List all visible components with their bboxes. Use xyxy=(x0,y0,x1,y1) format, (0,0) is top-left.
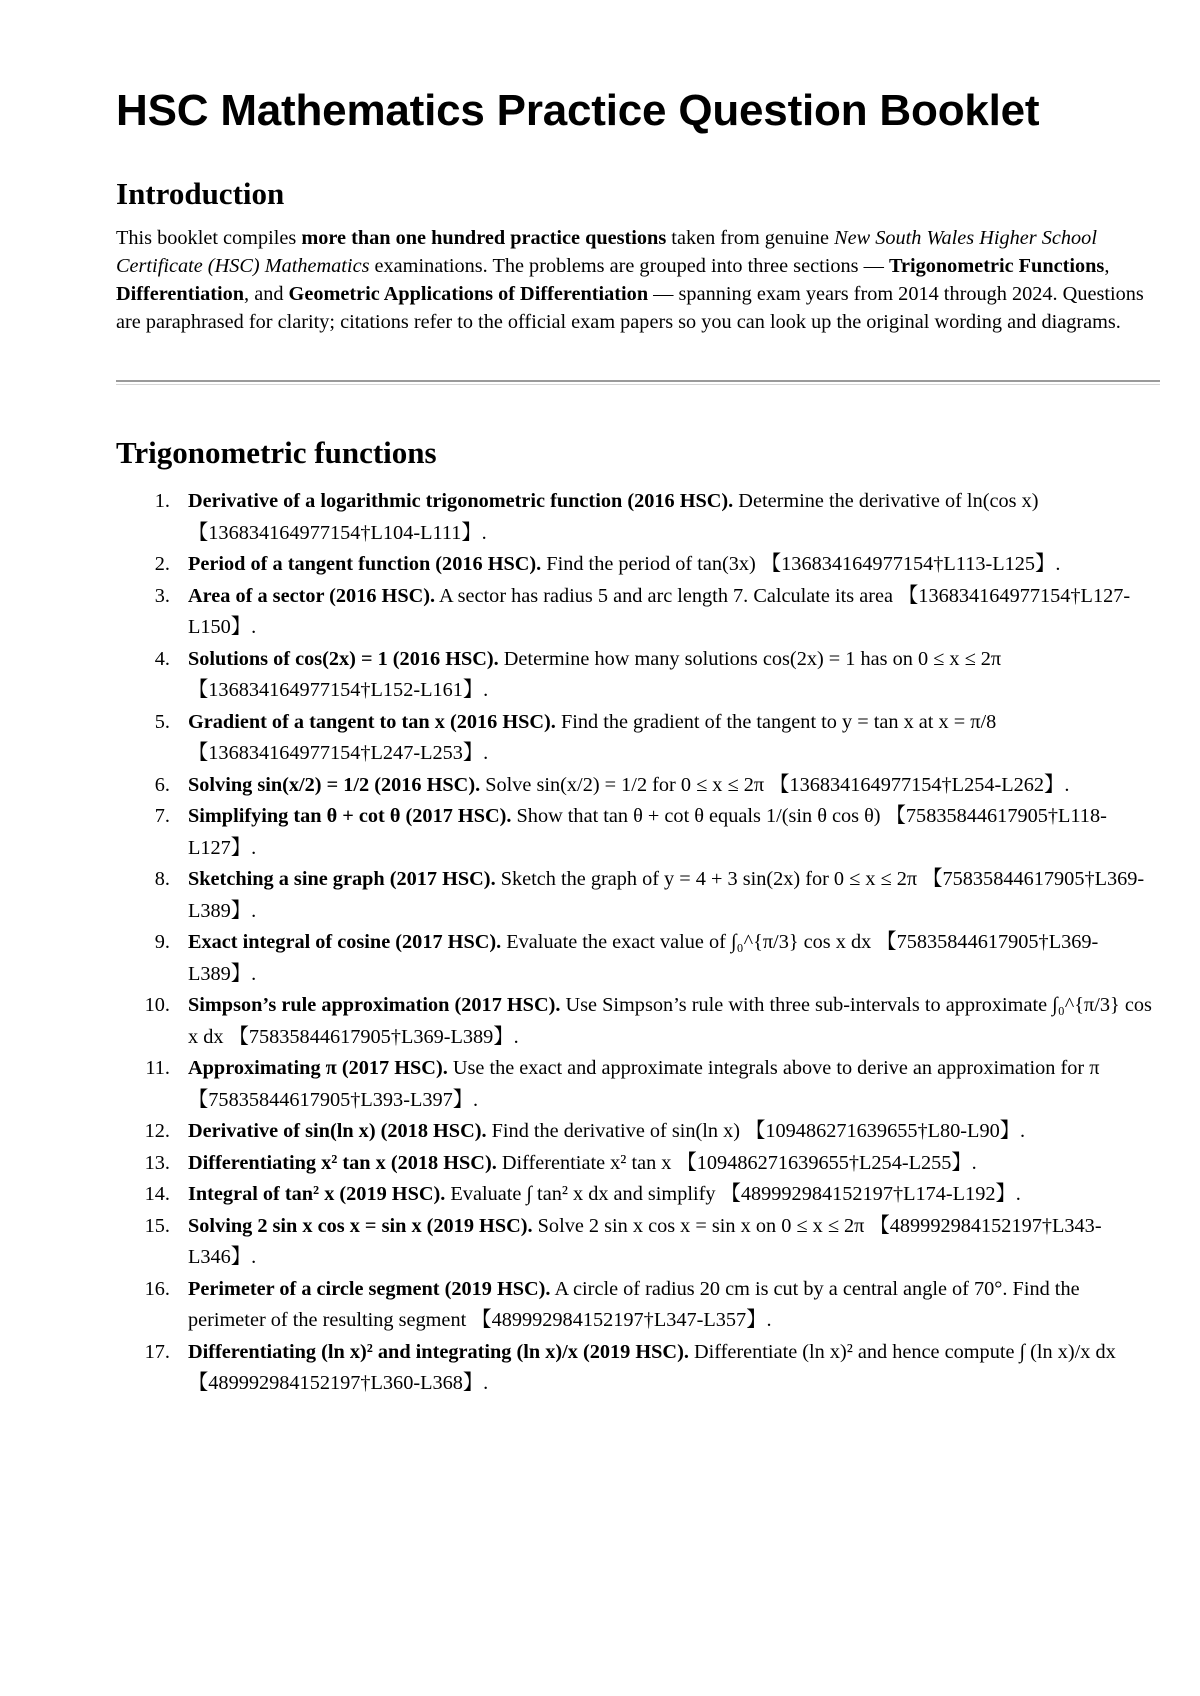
question-number: 11. xyxy=(145,1057,170,1079)
question-item xyxy=(116,1148,1160,1180)
question-number: 16. xyxy=(144,1277,170,1300)
question-item xyxy=(116,1053,1160,1116)
question-item xyxy=(116,644,1160,707)
document-title: HSC Mathematics Practice Question Booklet xyxy=(116,86,1040,135)
question-item xyxy=(116,1116,1160,1148)
question-item xyxy=(116,1337,1160,1400)
question-number: 15. xyxy=(144,1214,170,1237)
question-title: Period of a tangent function (2016 HSC). xyxy=(188,553,542,575)
introduction-text-run: taken from genuine xyxy=(666,227,835,249)
question-body: Determine the derivative of ln(cos x) 【136834164977154†L104-L111】. xyxy=(188,490,1039,544)
question-body: Find the gradient of the tangent to y = tan x at x = π/8 【136834164977154†L247-L253】. xyxy=(188,710,997,764)
question-item xyxy=(116,1274,1160,1337)
question-item xyxy=(116,549,1160,581)
question-number: 17. xyxy=(144,1340,170,1363)
introduction-text-run: Differentiation xyxy=(116,283,245,305)
question-title: Exact integral of cosine (2017 HSC). xyxy=(188,931,502,953)
question-number: 13. xyxy=(144,1151,170,1174)
question-number: 4. xyxy=(154,647,170,670)
question-body: Evaluate the exact value of ∫₀^{π/3} cos x dx 【75835844617905†L369-L389】. xyxy=(188,931,1099,985)
question-number: 9. xyxy=(154,931,170,953)
question-title: Differentiating (ln x)² and integrating (ln x)/x (2019 HSC). xyxy=(188,1340,689,1363)
introduction-text-run: , and xyxy=(244,283,289,305)
trigonometric-functions-heading: Trigonometric functions xyxy=(116,435,437,470)
introduction-paragraph xyxy=(116,224,1160,336)
question-body: Use Simpson’s rule with three sub-intervals to approximate ∫₀^{π/3} cos x dx 【75835844617905†L369-L389】. xyxy=(188,994,1152,1048)
question-number: 6. xyxy=(154,773,170,796)
question-number: 12. xyxy=(144,1120,170,1142)
question-body: Find the derivative of sin(ln x) 【109486271639655†L80-L90】. xyxy=(486,1120,1026,1142)
question-number: 10. xyxy=(144,994,170,1016)
question-number: 5. xyxy=(154,710,170,733)
question-title: Derivative of sin(ln x) (2018 HSC). xyxy=(188,1120,487,1142)
question-title: Differentiating x² tan x (2018 HSC). xyxy=(188,1151,497,1174)
question-title: Perimeter of a circle segment (2019 HSC). xyxy=(188,1277,551,1300)
question-item xyxy=(116,486,1160,549)
question-title: Integral of tan² x (2019 HSC). xyxy=(188,1183,446,1205)
document-page xyxy=(116,0,1160,1400)
question-number: 8. xyxy=(154,868,170,890)
introduction-text-run: more than one hundred practice questions xyxy=(301,227,667,249)
question-body: Differentiate x² tan x 【109486271639655†L254-L255】. xyxy=(496,1151,977,1174)
introduction-text-run: This booklet compiles xyxy=(116,227,302,249)
introduction-text-run: New South Wales Higher School Certificate (HSC) Mathematics xyxy=(116,227,1097,277)
question-body: Solve 2 sin x cos x = sin x on 0 ≤ x ≤ 2π 【489992984152197†L343-L346】. xyxy=(188,1214,1102,1268)
question-body: Use the exact and approximate integrals above to derive an approximation for π 【75835844617905†L393-L397】. xyxy=(188,1057,1100,1111)
introduction-text-run: , xyxy=(1104,255,1110,277)
section-divider xyxy=(116,380,1160,385)
question-number: 2. xyxy=(154,553,170,575)
question-title: Simplifying tan θ + cot θ (2017 HSC). xyxy=(188,805,512,827)
question-body: Find the period of tan(3x) 【136834164977154†L113-L125】. xyxy=(541,553,1061,575)
question-title: Approximating π (2017 HSC). xyxy=(188,1057,448,1079)
introduction-text-run: — spanning exam years from 2014 through 2024. Questions are paraphrased for clarity; citations refer to the official exam papers so you can look up the original wording and diagrams. xyxy=(116,283,1144,333)
question-body: A sector has radius 5 and arc length 7. Calculate its area 【136834164977154†L127-L150】. xyxy=(188,584,1131,638)
introduction-text-run: Trigonometric Functions xyxy=(888,255,1105,277)
question-body: A circle of radius 20 cm is cut by a central angle of 70°. Find the perimeter of the resulting segment 【489992984152197†L347-L357】. xyxy=(188,1277,1080,1331)
question-body: Solve sin(x/2) = 1/2 for 0 ≤ x ≤ 2π 【136834164977154†L254-L262】. xyxy=(480,773,1070,796)
question-title: Solving 2 sin x cos x = sin x (2019 HSC). xyxy=(188,1214,533,1237)
question-item xyxy=(116,581,1160,644)
question-body: Show that tan θ + cot θ equals 1/(sin θ cos θ) 【75835844617905†L118-L127】. xyxy=(188,805,1107,859)
question-number: 7. xyxy=(154,805,170,827)
question-body: Differentiate (ln x)² and hence compute ∫ (ln x)/x dx 【489992984152197†L360-L368】. xyxy=(188,1340,1116,1394)
question-title: Solving sin(x/2) = 1/2 (2016 HSC). xyxy=(188,773,481,796)
question-number: 1. xyxy=(154,490,170,512)
question-title: Area of a sector (2016 HSC). xyxy=(188,584,436,607)
question-item xyxy=(116,1211,1160,1274)
question-title: Simpson’s rule approximation (2017 HSC). xyxy=(188,994,561,1016)
question-title: Gradient of a tangent to tan x (2016 HSC). xyxy=(188,710,556,733)
question-number: 3. xyxy=(154,584,170,607)
question-item xyxy=(116,707,1160,770)
trigonometric-questions-list xyxy=(116,486,1160,1400)
question-title: Sketching a sine graph (2017 HSC). xyxy=(188,868,496,890)
question-item xyxy=(116,1179,1160,1211)
question-item xyxy=(116,864,1160,927)
question-body: Sketch the graph of y = 4 + 3 sin(2x) for 0 ≤ x ≤ 2π 【75835844617905†L369-L389】. xyxy=(188,868,1145,922)
question-body: Evaluate ∫ tan² x dx and simplify 【489992984152197†L174-L192】. xyxy=(445,1183,1021,1205)
question-number: 14. xyxy=(144,1183,170,1205)
question-title: Solutions of cos(2x) = 1 (2016 HSC). xyxy=(188,647,499,670)
introduction-text-run: Geometric Applications of Differentiation xyxy=(288,283,649,305)
question-item xyxy=(116,801,1160,864)
question-item xyxy=(116,990,1160,1053)
introduction-text-run: examinations. The problems are grouped into three sections — xyxy=(369,255,889,277)
question-body: Determine how many solutions cos(2x) = 1 has on 0 ≤ x ≤ 2π 【136834164977154†L152-L161】. xyxy=(188,647,1002,701)
question-item xyxy=(116,927,1160,990)
question-item xyxy=(116,770,1160,802)
question-title: Derivative of a logarithmic trigonometric function (2016 HSC). xyxy=(188,490,734,512)
introduction-heading: Introduction xyxy=(116,176,285,211)
